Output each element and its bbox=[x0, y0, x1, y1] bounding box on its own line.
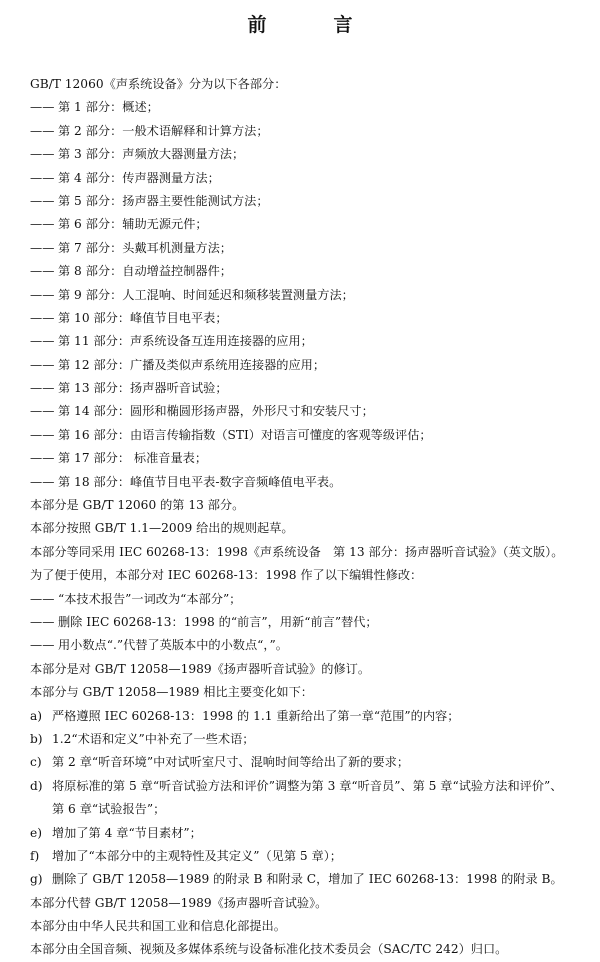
dash-mark: —— bbox=[30, 147, 55, 162]
paragraph: 本部分代替 GB/T 12058—1989《扬声器听音试验》。 bbox=[30, 895, 328, 910]
part-item-text: 第 4 部分：传声器测量方法； bbox=[58, 170, 220, 185]
paragraph: 本部分按照 GB/T 1.1—2009 给出的规则起草。 bbox=[30, 521, 294, 536]
part-item bbox=[0, 96, 600, 119]
change-item bbox=[0, 728, 600, 751]
dash-mark: —— bbox=[30, 100, 55, 115]
part-item-text: 第 7 部分：头戴耳机测量方法； bbox=[58, 240, 232, 255]
part-item-text: 第 13 部分：扬声器听音试验； bbox=[58, 381, 228, 396]
part-item bbox=[0, 143, 600, 166]
edits-list bbox=[0, 588, 600, 658]
dash-mark: —— bbox=[30, 310, 55, 325]
part-item-text: 第 2 部分：一般术语解释和计算方法； bbox=[58, 123, 269, 138]
part-item bbox=[0, 354, 600, 377]
part-item-text: 第 12 部分：广播及类似声系统用连接器的应用； bbox=[58, 357, 326, 372]
part-item-text: 第 14 部分：圆形和椭圆形扬声器，外形尺寸和安装尺寸； bbox=[58, 404, 374, 419]
part-item-text: 第 1 部分：概述； bbox=[58, 100, 159, 115]
dash-mark: —— bbox=[30, 381, 55, 396]
part-item bbox=[0, 471, 600, 494]
edit-item bbox=[0, 588, 600, 611]
edit-item-text: “本技术报告”一词改为“本部分”； bbox=[58, 591, 242, 606]
dash-mark: —— bbox=[30, 240, 55, 255]
dash-mark: —— bbox=[30, 123, 55, 138]
change-text: 严格遵照 IEC 60268-13：1998 的 1.1 重新给出了第一章“范围”的内容； bbox=[52, 708, 460, 723]
part-item-text: 第 18 部分：峰值节目电平表-数字音频峰值电平表。 bbox=[58, 474, 342, 489]
part-item-text: 第 8 部分：自动增益控制器件； bbox=[58, 264, 232, 279]
part-item bbox=[0, 424, 600, 447]
document-body bbox=[0, 73, 600, 962]
edit-item-text: 删除 IEC 60268-13：1998 的“前言”，用新“前言”替代； bbox=[58, 614, 378, 629]
edit-item bbox=[0, 634, 600, 657]
change-marker: a) bbox=[30, 708, 43, 723]
change-marker: g) bbox=[30, 872, 43, 887]
dash-mark: —— bbox=[30, 193, 55, 208]
part-item-text: 第 11 部分：声系统设备互连用连接器的应用； bbox=[58, 334, 313, 349]
paragraph: 本部分由中华人民共和国工业和信息化部提出。 bbox=[30, 919, 286, 934]
paragraph: 为了便于使用，本部分对 IEC 60268-13：1998 作了以下编辑性修改： bbox=[30, 568, 423, 583]
part-item-text: 第 9 部分：人工混响、时间延迟和频移装置测量方法； bbox=[58, 287, 354, 302]
paragraph: 本部分是 GB/T 12060 的第 13 部分。 bbox=[30, 498, 245, 513]
change-marker: f) bbox=[30, 848, 40, 863]
dash-mark: —— bbox=[30, 264, 55, 279]
dash-mark: —— bbox=[30, 638, 55, 653]
part-item-text: 第 3 部分：声频放大器测量方法； bbox=[58, 147, 245, 162]
change-item bbox=[0, 775, 600, 798]
part-item bbox=[0, 237, 600, 260]
part-item bbox=[0, 260, 600, 283]
dash-mark: —— bbox=[30, 427, 55, 442]
paragraph: 本部分是对 GB/T 12058—1989《扬声器听音试验》的修订。 bbox=[30, 661, 371, 676]
paragraph: 本部分等同采用 IEC 60268-13：1998《声系统设备 第 13 部分：扬声器听音试验》（英文版）。 bbox=[30, 544, 564, 559]
change-item bbox=[0, 868, 600, 891]
paragraph: 本部分与 GB/T 12058—1989 相比主要变化如下： bbox=[30, 685, 313, 700]
part-item bbox=[0, 120, 600, 143]
dash-mark: —— bbox=[30, 591, 55, 606]
part-item-text: 第 5 部分：扬声器主要性能测试方法； bbox=[58, 193, 269, 208]
part-item-text: 第 6 部分：辅助无源元件； bbox=[58, 217, 208, 232]
change-text: 删除了 GB/T 12058—1989 的附录 B 和附录 C，增加了 IEC 60268-13：1998 的附录 B。 bbox=[52, 872, 563, 887]
part-item bbox=[0, 190, 600, 213]
dash-mark: —— bbox=[30, 287, 55, 302]
change-text: 第 2 章“听音环境”中对试听室尺寸、混响时间等给出了新的要求； bbox=[52, 755, 410, 770]
change-text: 将原标准的第 5 章“听音试验方法和评价”调整为第 3 章“听音员”、第 5 章“试验方法和评价”、 bbox=[52, 778, 563, 793]
change-marker: b) bbox=[30, 731, 43, 746]
edit-item-text: 用小数点“.”代替了英版本中的小数点“，”。 bbox=[58, 638, 288, 653]
dash-mark: —— bbox=[30, 614, 55, 629]
change-marker: d) bbox=[30, 778, 43, 793]
change-item bbox=[0, 845, 600, 868]
part-item-text: 第 17 部分： 标准音量表； bbox=[58, 451, 208, 466]
dash-mark: —— bbox=[30, 404, 55, 419]
change-item bbox=[0, 705, 600, 728]
part-item bbox=[0, 307, 600, 330]
change-continuation: 第 6 章“试验报告”； bbox=[52, 802, 166, 817]
dash-mark: —— bbox=[30, 217, 55, 232]
part-item bbox=[0, 377, 600, 400]
part-item bbox=[0, 330, 600, 353]
change-marker: c) bbox=[30, 755, 42, 770]
change-text: 增加了“本部分中的主观特性及其定义”（见第 5 章）； bbox=[52, 848, 342, 863]
part-item bbox=[0, 213, 600, 236]
part-item-text: 第 16 部分：由语言传输指数（STI）对语言可懂度的客观等级评估； bbox=[58, 427, 432, 442]
part-item-text: 第 10 部分：峰值节目电平表； bbox=[58, 310, 228, 325]
intro-line: GB/T 12060《声系统设备》分为以下各部分： bbox=[30, 77, 287, 91]
change-text: 1.2“术语和定义”中补充了一些术语； bbox=[52, 731, 255, 746]
parts-list bbox=[0, 96, 600, 494]
dash-mark: —— bbox=[30, 451, 55, 466]
change-item bbox=[0, 751, 600, 774]
part-item bbox=[0, 400, 600, 423]
change-text: 增加了第 4 章“节目素材”； bbox=[52, 825, 202, 840]
change-item bbox=[0, 822, 600, 845]
change-marker: e) bbox=[30, 825, 42, 840]
part-item bbox=[0, 167, 600, 190]
dash-mark: —— bbox=[30, 170, 55, 185]
dash-mark: —— bbox=[30, 474, 55, 489]
part-item bbox=[0, 284, 600, 307]
edit-item bbox=[0, 611, 600, 634]
dash-mark: —— bbox=[30, 334, 55, 349]
changes-list bbox=[0, 705, 600, 892]
part-item bbox=[0, 447, 600, 470]
page-title: 前 言 bbox=[247, 14, 377, 36]
dash-mark: —— bbox=[30, 357, 55, 372]
paragraph: 本部分由全国音频、视频及多媒体系统与设备标准化技术委员会（SAC/TC 242）归口。 bbox=[30, 942, 508, 957]
